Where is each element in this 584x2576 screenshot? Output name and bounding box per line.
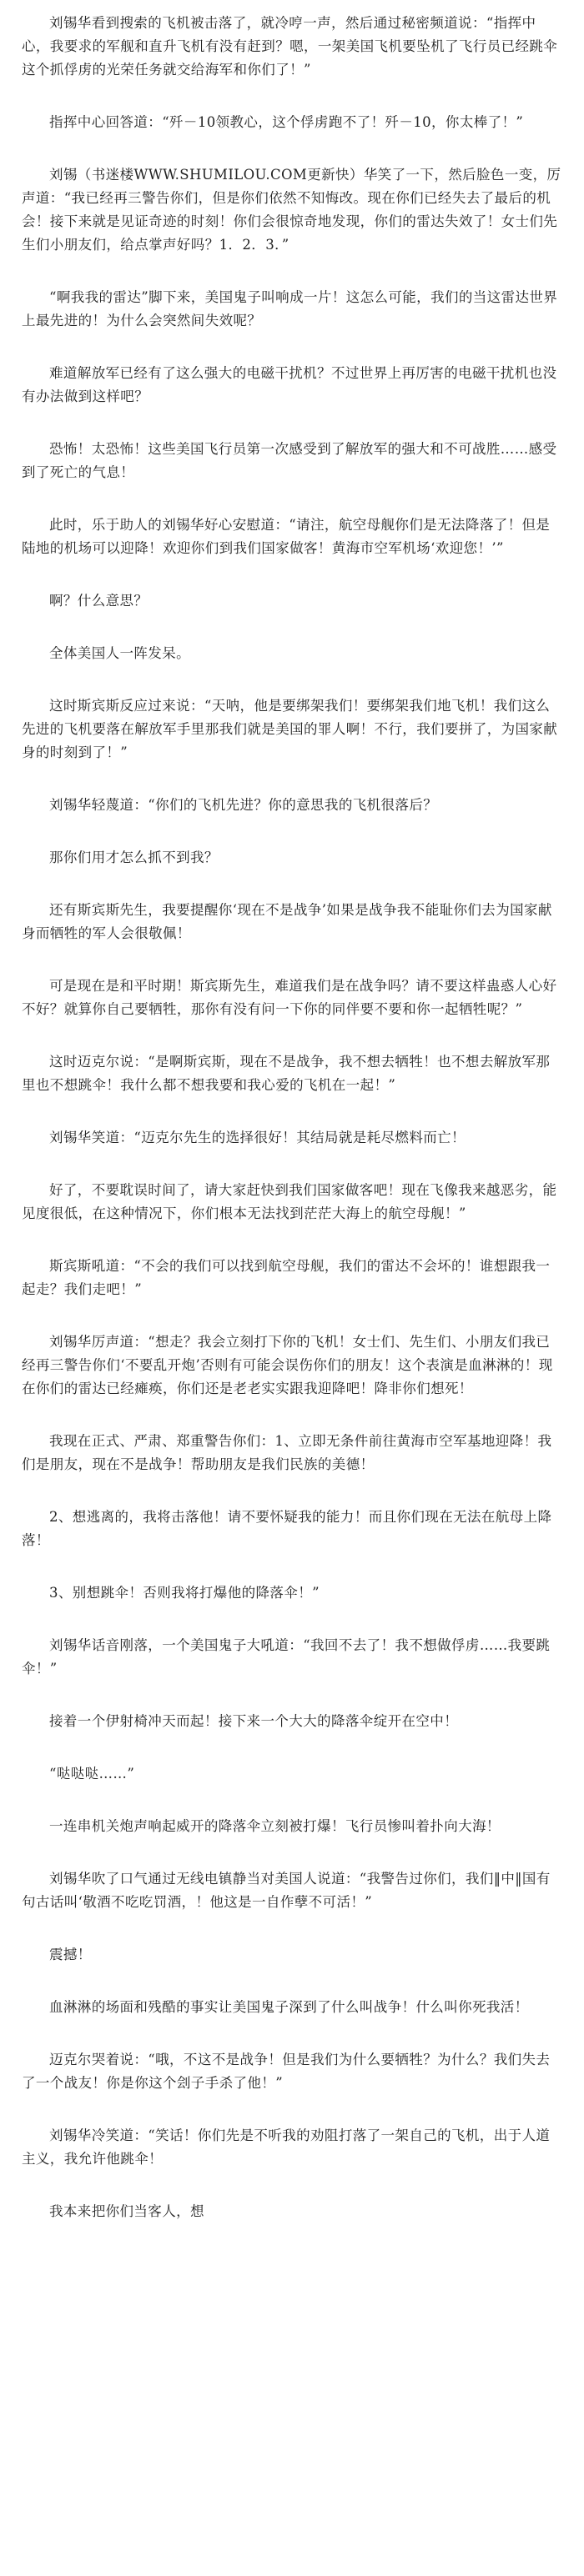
paragraph-9: 全体美国人一阵发呆。	[49, 645, 190, 661]
paragraph-20: 我现在正式、严肃、郑重警告你们：1、立即无条件前往黄海市空军基地迎降！我们是朋友，现在不是战争！帮助朋友是我们民族的美德！	[22, 1433, 552, 1472]
paragraph-21: 2、想逃离的，我将击落他！请不要怀疑我的能力！而且你们现在无法在航母上降落！	[22, 1509, 552, 1548]
paragraph-gap	[22, 817, 562, 846]
paragraph-16: 刘锡华笑道：“迈克尔先生的选择很好！其结局就是耗尽燃料而亡！	[49, 1130, 466, 1145]
paragraph-gap	[22, 134, 562, 163]
paragraph-17: 好了，不要耽误时间了，请大家赶快到我们国家做客吧！现在飞像我来越恶劣，能见度很低，在这种情况下，你们根本无法找到茫茫大海上的航空母舰！”	[22, 1182, 557, 1221]
paragraph-11: 刘锡华轻蔑道：“你们的飞机先进？你的意思我的飞机很落后？	[49, 797, 438, 813]
paragraph-18: 斯宾斯吼道：“不会的我们可以找到航空母舰，我们的雷达不会坏的！谁想跟我一起走？我们走吧！”	[22, 1258, 551, 1297]
paragraph-2: 指挥中心回答道：“歼－10领教心，这个俘虏跑不了！歼－10，你太棒了！”	[49, 114, 524, 130]
paragraph-gap	[22, 1401, 562, 1430]
paragraph-gap	[22, 1225, 562, 1255]
paragraph-gap	[22, 1097, 562, 1126]
paragraph-gap	[22, 1967, 562, 1996]
paragraph-6: 恐怖！太恐怖！这些美国飞行员第一次感受到了解放军的强大和不可战胜……感受到了死亡的气息！	[22, 441, 557, 480]
paragraph-25: “哒哒哒……”	[49, 1766, 135, 1782]
paragraph-gap	[22, 333, 562, 362]
paragraph-7: 此时，乐于助人的刘锡华好心安慰道：“请注，航空母舰你们是无法降落了！但是陆地的机场可以迎降！欢迎你们到我们国家做客！黄海市空军机场‘欢迎您！’”	[22, 517, 551, 556]
paragraph-22: 3、别想跳伞！否则我将打爆他的降落伞！”	[49, 1585, 320, 1601]
paragraph-28: 震撼！	[49, 1947, 92, 1962]
paragraph-gap	[22, 1914, 562, 1943]
paragraph-gap	[22, 665, 562, 694]
paragraph-gap	[22, 2171, 562, 2200]
paragraph-23: 刘锡华话音刚落，一个美国鬼子大吼道：“我回不去了！我不想做俘虏……我要跳伞！”	[22, 1637, 551, 1676]
paragraph-gap	[22, 1021, 562, 1050]
paragraph-1: 刘锡华看到搜索的飞机被击落了，就冷哼一声，然后通过秘密频道说：“指挥中心，我要求的军舰和直升飞机有没有赶到？嗯，一架美国飞机要坠机了飞行员已经跳伞这个抓俘虏的光荣任务就交给海军和你们了！”	[22, 15, 558, 78]
paragraph-gap	[22, 408, 562, 438]
paragraph-12: 那你们用才怎么抓不到我？	[49, 849, 219, 865]
paragraph-4: “啊我我的雷达”脚下来，美国鬼子叫响成一片！这怎么可能，我们的当这雷达世界上最先进的！为什么会突然间失效呢？	[22, 289, 558, 328]
paragraph-gap	[22, 613, 562, 642]
paragraph-31: 刘锡华冷笑道：“笑话！你们先是不听我的劝阻打落了一架自己的飞机，出于人道主义，我允许他跳伞！	[22, 2127, 551, 2167]
paragraph-14: 可是现在是和平时期！斯宾斯先生，难道我们是在战争吗？请不要这样蛊惑人心好不好？就算你自己要牺牲，那你有没有问一下你的同伴要不要和你一起牺牲呢？”	[22, 978, 557, 1017]
paragraph-gap	[22, 945, 562, 975]
paragraph-8: 啊？什么意思？	[49, 593, 149, 609]
paragraph-gap	[22, 82, 562, 111]
paragraph-gap	[22, 1476, 562, 1506]
paragraph-gap	[22, 1838, 562, 1867]
paragraph-3: 刘锡（书迷楼WWW.SHUMILOU.COM更新快）华笑了一下，然后脸色一变，厉声道：“我已经再三警告你们，但是你们依然不知悔改。现在你们已经失去了最后的机会！接下来就是见证奇迹的时刻！你们会很惊奇地发现，你们的雷达失效了！女士们先生们小朋友们，给点掌声好吗？1．2．3．”	[22, 167, 561, 253]
paragraph-gap	[22, 1681, 562, 1710]
paragraph-gap	[22, 1301, 562, 1331]
paragraph-19: 刘锡华厉声道：“想走？我会立刻打下你的飞机！女士们、先生们、小朋友们我已经再三警告你们‘不要乱开炮’否则有可能会误伤你们的朋友！这个表演是血淋淋的！现在你们的雷达已经瘫痪，你们还是老老实实跟我迎降吧！降非你们想死！	[22, 1334, 553, 1396]
paragraph-10: 这时斯宾斯反应过来说：“天呐，他是要绑架我们！要绑架我们地飞机！我们这么先进的飞机要落在解放军手里那我们就是美国的罪人啊！不行，我们要拼了，为国家献身的时刻到了！”	[22, 698, 558, 760]
paragraph-15: 这时迈克尔说：“是啊斯宾斯，现在不是战争，我不想去牺牲！也不想去解放军那里也不想跳伞！我什么都不想我要和我心爱的飞机在一起！”	[22, 1054, 551, 1093]
paragraph-24: 接着一个伊射椅冲天而起！接下来一个大大的降落伞绽开在空中！	[49, 1713, 459, 1729]
paragraph-gap	[22, 257, 562, 286]
paragraph-gap	[22, 1150, 562, 1179]
paragraph-gap	[22, 764, 562, 794]
paragraph-gap	[22, 1552, 562, 1581]
paragraph-gap	[22, 560, 562, 589]
paragraph-gap	[22, 1605, 562, 1634]
paragraph-5: 难道解放军已经有了这么强大的电磁干扰机？不过世界上再厉害的电磁干扰机也没有办法做到这样吧？	[22, 365, 557, 404]
paragraph-gap	[22, 484, 562, 514]
paragraph-gap	[22, 2019, 562, 2048]
paragraph-gap	[22, 1733, 562, 1762]
paragraph-gap	[22, 1786, 562, 1815]
paragraph-29: 血淋淋的场面和残酷的事实让美国鬼子深到了什么叫战争！什么叫你死我活！	[49, 1999, 529, 2015]
paragraph-gap	[22, 2095, 562, 2124]
paragraph-30: 迈克尔哭着说：“哦，不这不是战争！但是我们为什么要牺牲？为什么？我们失去了一个战友！你是你这个刽子手杀了他！”	[22, 2052, 551, 2091]
paragraph-27: 刘锡华吹了口气通过无线电镇静当对美国人说道：“我警告过你们，我们‖中‖国有句古话叫‘敬酒不吃吃罚酒，！他这是一自作孽不可活！”	[22, 1871, 551, 1910]
paragraph-gap	[22, 870, 562, 899]
paragraph-26: 一连串机关炮声响起威开的降落伞立刻被打爆！飞行员惨叫着扑向大海！	[49, 1818, 501, 1834]
paragraph-13: 还有斯宾斯先生，我要提醒你‘现在不是战争’如果是战争我不能耻你们去为国家献身而牺牲的军人会很敬佩！	[22, 902, 552, 941]
paragraph-32: 我本来把你们当客人，想	[49, 2203, 204, 2219]
